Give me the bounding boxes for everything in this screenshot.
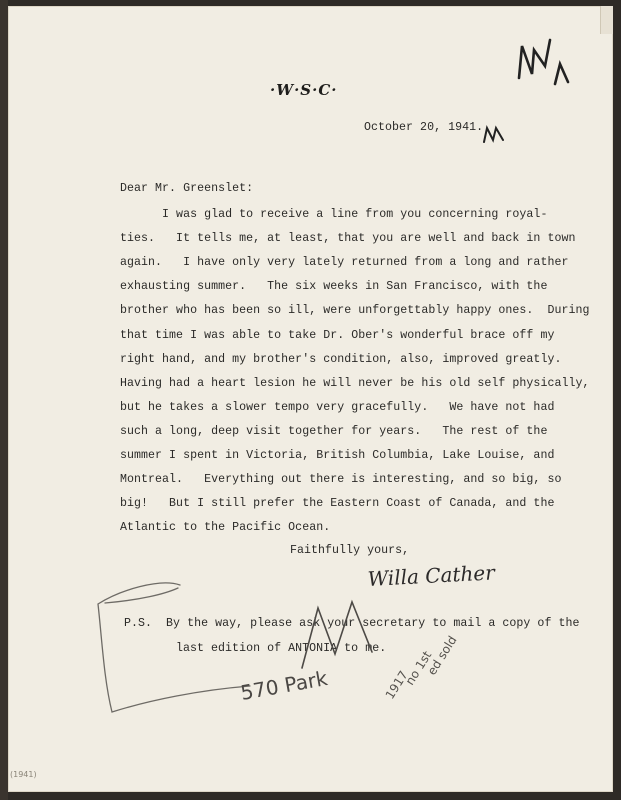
closing: Faithfully yours,: [290, 544, 410, 557]
date-mark: [484, 128, 503, 142]
pencil-bracket: [98, 583, 250, 712]
body-line: I was glad to receive a line from you concerning royal-: [120, 208, 548, 221]
body-line: again. I have only very lately returned from a long and rather: [120, 256, 569, 270]
body-line: exhausting summer. The six weeks in San Francisco, with the: [120, 280, 548, 294]
margin-note-1: 1917: [382, 668, 411, 702]
body-line: Montreal. Everything out there is interesting, and so big, so: [120, 473, 562, 487]
postscript-line-2: last edition of ANTONIA to me.: [176, 642, 387, 655]
postscript-line-1: P.S. By the way, please ask your secretary to mail a copy of the: [124, 617, 580, 630]
signature: Willa Cather: [367, 560, 496, 591]
archive-corner-label: (1941): [10, 770, 37, 779]
body-line: summer I spent in Victoria, British Columbia, Lake Louise, and: [120, 449, 555, 462]
date-mark-text: M: [492, 138, 493, 139]
salutation: Dear Mr. Greenslet:: [120, 182, 254, 195]
top-right-mark-text: M: [540, 70, 541, 71]
margin-note-2: no 1st: [402, 648, 435, 688]
body-line: that time I was able to take Dr. Ober's wonderful brace off my: [120, 328, 555, 342]
letterhead-monogram: ·W·S·C·: [270, 81, 338, 99]
pencil-m-scrawl: [302, 602, 372, 668]
body-line: brother who has been so ill, were unforgettably happy ones. During: [120, 304, 590, 318]
address-note: 570 Park: [238, 666, 330, 705]
body-line: but he takes a slower tempo very gracefully. We have not had: [120, 400, 555, 414]
body-line: such a long, deep visit together for years. The rest of the: [120, 424, 548, 438]
body-line: ties. It tells me, at least, that you are well and back in town: [120, 232, 576, 246]
body-line: big! But I still prefer the Eastern Coast of Canada, and the: [120, 497, 555, 511]
body-line: Atlantic to the Pacific Ocean.: [120, 521, 331, 535]
body-line: right hand, and my brother's condition, also, improved greatly.: [120, 352, 562, 366]
margin-note-3: ed sold: [424, 633, 460, 678]
top-right-mark: [519, 40, 568, 84]
letter-date: October 20, 1941.: [364, 121, 484, 134]
body-line: Having had a heart lesion he will never be his old self physically,: [120, 376, 590, 390]
